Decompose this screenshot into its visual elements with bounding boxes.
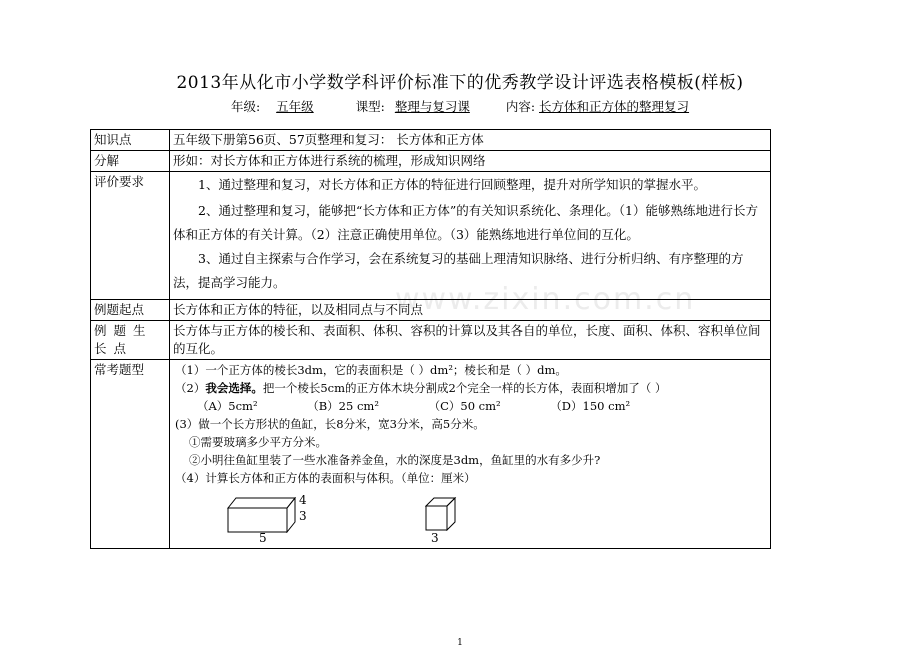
watermark: www.zixin.com.cn [395, 282, 696, 317]
row-text-knowledge: 五年级下册第56页、57页整理和复习： 长方体和正方体 [170, 130, 771, 151]
cuboid-figure [227, 497, 297, 533]
question-4: （4）计算长方体和正方体的表面积与体积。（单位：厘米） [175, 471, 476, 485]
table-row [91, 130, 771, 151]
table-row [91, 151, 771, 172]
table-row [91, 360, 771, 549]
option-a: （A）5cm² [197, 399, 258, 413]
cuboid-label-width: 3 [299, 509, 307, 523]
option-c: （C）50 cm² [428, 399, 501, 413]
cube-label-edge: 3 [431, 531, 439, 545]
requirement-1: 1、通过整理和复习，对长方体和正方体的特征进行回顾整理，提升对所学知识的掌握水平。 [198, 177, 706, 192]
table-row [91, 172, 771, 300]
requirement-2: 2、通过整理和复习，能够把“长方体和正方体”的有关知识系统化、条理化。（1）能够熟练地进行长方体和正方体的有关计算。（2）注意正确使用单位。（3）能熟练地进行单位间的互化。 [173, 203, 758, 242]
type-value: 整理与复习课 [394, 99, 470, 114]
grade-value: 五年级 [276, 99, 314, 114]
option-d: （D）150 cm² [550, 399, 631, 413]
page-number: 1 [457, 638, 463, 648]
option-b: （B）25 cm² [307, 399, 379, 413]
shapes-area [175, 487, 767, 547]
question-3: (3）做一个长方形状的鱼缸，长8分米，宽3分米，高5分米。 [175, 417, 485, 431]
cuboid-label-length: 5 [259, 531, 267, 545]
grade-label: 年级: [230, 99, 261, 114]
question-3b: ②小明往鱼缸里装了一些水准备养金鱼，水的深度是3dm，鱼缸里的水有多少升? [189, 453, 601, 467]
meta-line [0, 97, 920, 115]
table-row [91, 321, 771, 360]
question-2-prefix: （2） [175, 381, 206, 395]
requirement-3: 3、通过自主探索与合作学习，会在系统复习的基础上理清知识脉络、进行分析归纳、有序整理的方法，提高学习能力。 [173, 251, 744, 290]
row-label-breakdown: 分解 [91, 151, 170, 172]
cube-figure [425, 497, 457, 531]
content-value: 长方体和正方体的整理复习 [539, 99, 690, 114]
row-label-knowledge: 知识点 [91, 130, 170, 151]
row-label-common: 常考题型 [91, 360, 170, 549]
question-1: （1）一个正方体的棱长3dm，它的表面积是（ ）dm²；棱长和是（ ）dm。 [175, 363, 567, 377]
row-label-example-growth: 例题生长点 [91, 321, 170, 360]
question-2-text: 把一个棱长5cm的正方体木块分割成2个完全一样的长方体，表面积增加了（ ） [262, 381, 667, 395]
row-text-breakdown: 形如：对长方体和正方体进行系统的梳理，形成知识网络 [170, 151, 771, 172]
question-2-bold: 我会选择。 [205, 381, 263, 395]
row-text-example-growth: 长方体与正方体的棱长和、表面积、体积、容积的计算以及其各自的单位，长度、面积、体积、容积单位间的互化。 [170, 321, 771, 360]
evaluation-table [90, 129, 771, 549]
cuboid-label-height: 4 [299, 493, 307, 507]
row-label-example-start: 例题起点 [91, 300, 170, 321]
question-2-options [175, 397, 767, 415]
type-label: 课型: [355, 99, 385, 114]
row-text-example-start: 长方体和正方体的特征，以及相同点与不同点 [170, 300, 771, 321]
document-title: 2013年从化市小学数学科评价标准下的优秀教学设计评选表格模板(样板) [176, 73, 744, 93]
row-label-requirements: 评价要求 [91, 172, 170, 300]
question-2 [175, 379, 767, 397]
content-label: 内容: [505, 99, 536, 114]
question-3a: ①需要玻璃多少平方分米。 [189, 435, 327, 449]
table-row [91, 300, 771, 321]
